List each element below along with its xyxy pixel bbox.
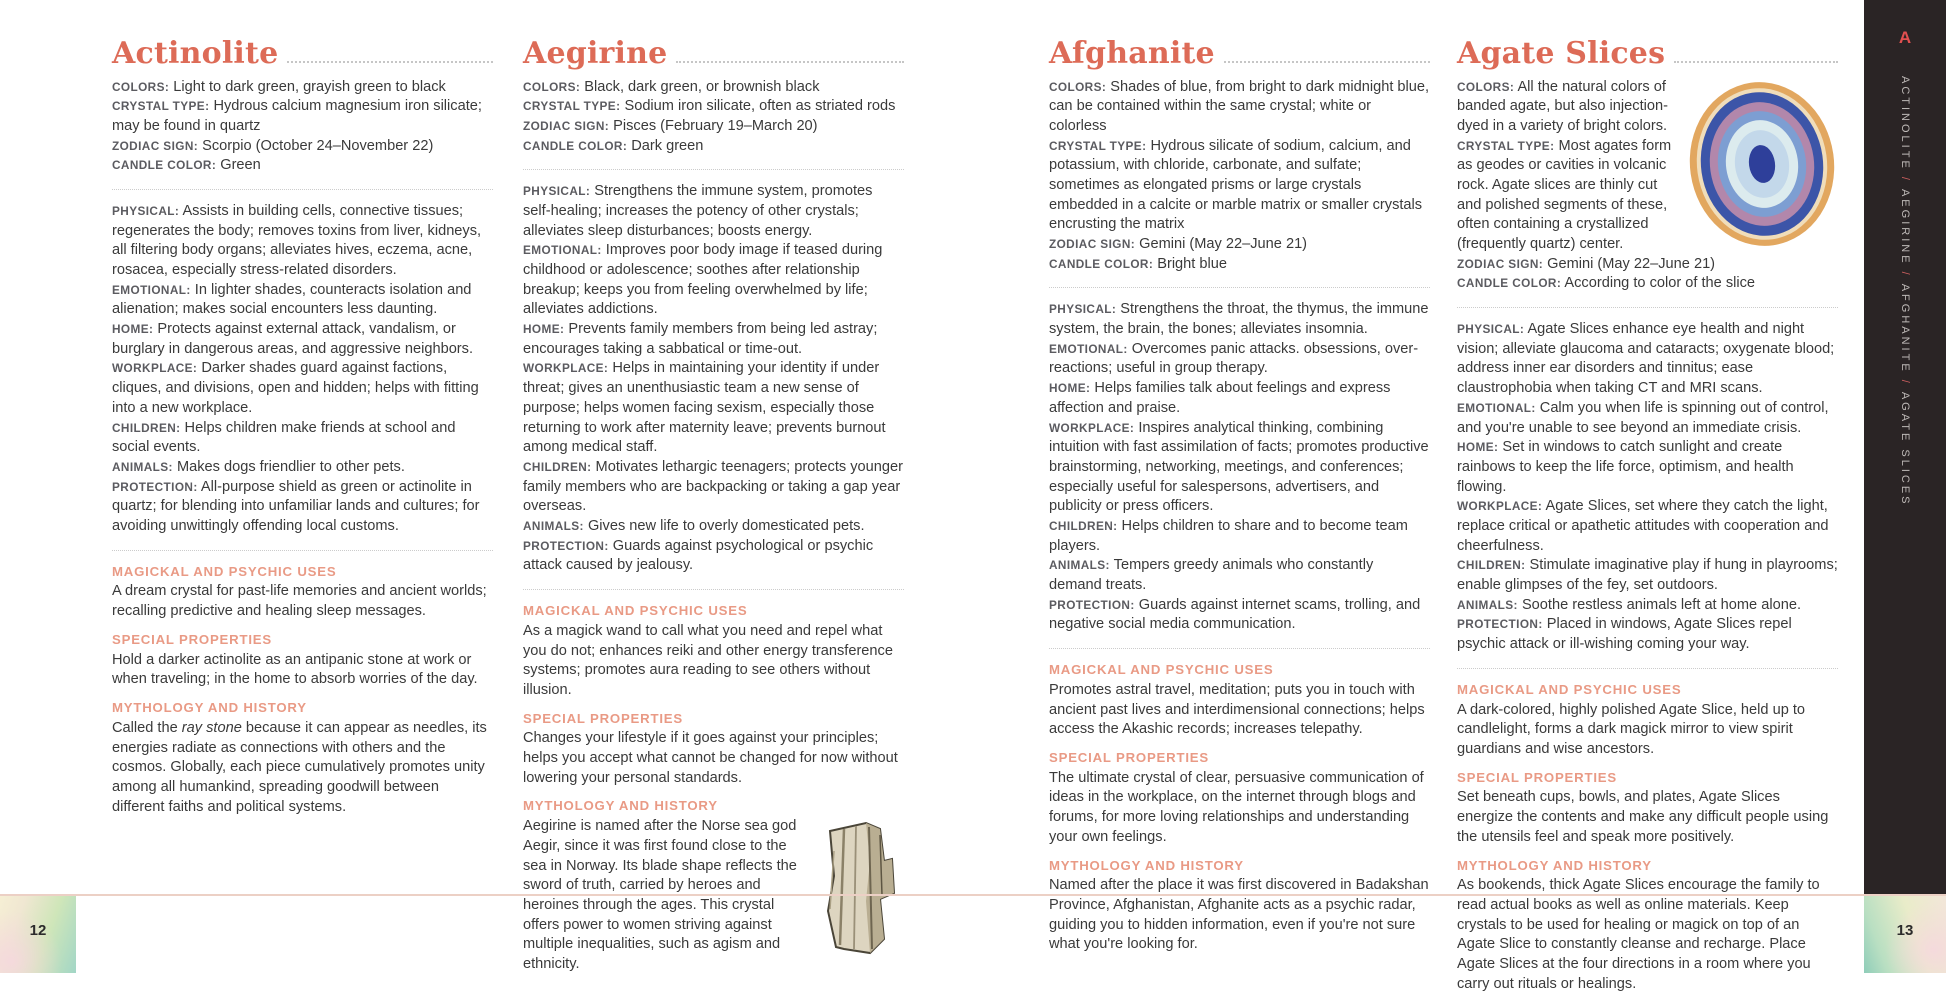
crystal-type-value: Hydrous calcium magnesium iron silicate; may be found in quartz xyxy=(112,98,482,134)
entry-title xyxy=(1457,38,1838,70)
special-heading: SPECIAL PROPERTIES xyxy=(1457,769,1617,785)
alphabet-tab-sidebar xyxy=(1864,0,1946,894)
home-field xyxy=(523,320,904,359)
sidebar-separator: / xyxy=(1899,265,1911,284)
magickal-text: As a magick wand to call what you need and repel what you do not; enhances reiki and other energy transference systems; promotes aura reading to see others without illusion. xyxy=(523,622,893,698)
section-divider xyxy=(1049,287,1430,288)
section-divider xyxy=(523,589,904,590)
special-heading: SPECIAL PROPERTIES xyxy=(1049,749,1209,765)
protection-value: Guards against psychological or psychic attack caused by jealousy. xyxy=(523,537,874,574)
left-page-corner xyxy=(0,896,76,973)
magickal-heading: MAGICKAL AND PSYCHIC USES xyxy=(112,563,337,579)
candle-color-label: CANDLE COLOR: xyxy=(523,138,628,153)
title-dotted-rule xyxy=(1674,61,1838,63)
home-value: Set in windows to catch sunlight and create rainbows to keep the life force, optimism, and health flowing. xyxy=(1457,439,1794,495)
zodiac-sign-field xyxy=(523,117,904,137)
colors-field xyxy=(1049,78,1430,137)
title-dotted-rule xyxy=(287,61,493,63)
aegirine-crystal-illustration xyxy=(814,821,904,957)
sidebar-separator: / xyxy=(1899,373,1911,392)
physical-value: Strengthens the immune system, promotes self-healing; increases the potency of other crystals; alleviates sleep disturbances; boosts energy. xyxy=(523,183,873,239)
children-label: CHILDREN: xyxy=(112,420,181,435)
protection-value: Guards against internet scams, trolling, and negative social media communication. xyxy=(1049,596,1421,633)
right-page-corner xyxy=(1864,896,1946,973)
colors-field xyxy=(112,78,493,98)
zodiac-sign-value: Pisces (February 19–March 20) xyxy=(613,117,818,134)
crystal-type-value: Most agates form as geodes or cavities in volcanic rock. Agate slices are thinly cut and polished segments of these, often containing a crystallized (frequently quartz) center. xyxy=(1457,137,1672,252)
zodiac-sign-label: ZODIAC SIGN: xyxy=(1049,237,1136,251)
entry-title xyxy=(112,38,493,70)
animals-field xyxy=(1049,556,1430,595)
zodiac-sign-field xyxy=(1049,235,1430,255)
emotional-field xyxy=(112,281,493,320)
zodiac-sign-label: ZODIAC SIGN: xyxy=(1457,256,1544,271)
mythology-text: As bookends, thick Agate Slices encourage the family to read actual books as well as online materials. Keep crystals to be used for healing or magick on top of an Agate Slice to constantly cleanse and recharge. Place Agate Slices at the four directions in a room where you carry out rituals or healings. xyxy=(1457,877,1820,992)
children-value: Stimulate imaginative play if hung in playrooms; enable glimpses of the fey, set outdoors. xyxy=(1457,557,1838,593)
children-field xyxy=(112,419,493,458)
animals-field xyxy=(112,458,493,478)
entry-title-text: Agate Slices xyxy=(1457,36,1666,71)
workplace-value: Inspires analytical thinking, combining intuition with fast assimilation of facts; promotes productive brainstorming, networking, meetings, and conferences; especially useful for salespersons, advertisers, and publicity or press officers. xyxy=(1049,419,1429,515)
protection-field xyxy=(1457,615,1838,654)
section-divider xyxy=(1457,307,1838,308)
workplace-field xyxy=(523,359,904,457)
crystal-type-value: Hydrous silicate of sodium, calcium, and potassium, with chloride, carbonate, and sulfate; sometimes as elongated prisms or large crystals embedded in a calcite or marble matrix or smaller crystals encrusting the matrix xyxy=(1049,137,1423,233)
workplace-field xyxy=(1457,497,1838,556)
mythology-text: Aegirine is named after the Norse sea god Aegir, since it was first found close to the sea in Norway. Its blade shape reflects the sword of truth, carried by heroes and heroines through the ages. This crystal offers power to women striving against multiple inequalities, such as agism and ethnicity. xyxy=(523,818,797,973)
physical-field xyxy=(1049,300,1430,339)
crystal-type-field xyxy=(1049,137,1430,235)
protection-label: PROTECTION: xyxy=(1049,597,1135,612)
properties-block xyxy=(112,202,493,537)
home-label: HOME: xyxy=(112,322,154,337)
zodiac-sign-label: ZODIAC SIGN: xyxy=(523,118,610,133)
emotional-field xyxy=(1049,340,1430,379)
emotional-value: Overcomes panic attacks. obsessions, over-reactions; useful in group therapy. xyxy=(1049,340,1419,377)
mythology-text xyxy=(112,719,493,817)
section-divider xyxy=(523,169,904,170)
special-heading: SPECIAL PROPERTIES xyxy=(112,631,272,647)
right-page-number: 13 xyxy=(1896,922,1914,939)
magickal-heading: MAGICKAL AND PSYCHIC USES xyxy=(1049,662,1274,678)
zodiac-sign-value: Scorpio (October 24–November 22) xyxy=(202,137,434,154)
colors-value: All the natural colors of banded agate, but also injection-dyed in a variety of bright colors. xyxy=(1457,78,1668,134)
emotional-value: In lighter shades, counteracts isolation and alienation; makes social encounters less daunting. xyxy=(112,281,472,318)
children-value: Helps children to share and to become team players. xyxy=(1049,517,1408,554)
protection-value: All-purpose shield as green or actinolite in quartz; for blending into unfamiliar lands and cultures; for avoiding unwittingly offending local customs. xyxy=(112,478,480,534)
candle-color-value: Bright blue xyxy=(1157,255,1227,272)
colors-label: COLORS: xyxy=(1457,79,1515,94)
footer-rule xyxy=(0,894,1946,896)
title-dotted-rule xyxy=(1224,61,1430,63)
protection-label: PROTECTION: xyxy=(1457,617,1543,632)
mythology-text-italic: ray stone xyxy=(181,719,242,736)
sidebar-item-afghanite: AFGHANITE xyxy=(1899,283,1911,374)
physical-field xyxy=(1457,320,1838,399)
workplace-label: WORKPLACE: xyxy=(523,361,609,376)
entry-title-text: Aegirine xyxy=(523,36,668,71)
emotional-field xyxy=(523,241,904,320)
mythology-heading: MYTHOLOGY AND HISTORY xyxy=(1457,857,1652,873)
sidebar-item-agate-slices: AGATE SLICES xyxy=(1899,391,1911,507)
colors-value: Shades of blue, from bright to dark midnight blue, can be contained within the same crystal; white or colorless xyxy=(1049,78,1430,134)
zodiac-sign-label: ZODIAC SIGN: xyxy=(112,138,199,153)
entry-actinolite xyxy=(112,38,493,817)
alphabet-letter: A xyxy=(1898,28,1912,47)
animals-label: ANIMALS: xyxy=(112,459,173,474)
protection-label: PROTECTION: xyxy=(112,479,198,494)
crystal-type-label: CRYSTAL TYPE: xyxy=(112,99,210,114)
physical-field xyxy=(523,182,904,241)
zodiac-sign-value: Gemini (May 22–June 21) xyxy=(1547,255,1716,272)
workplace-value: Helps in maintaining your identity if under threat; gives an unenthusiastic team a new sense of purpose; helps women facing sexism, especially those returning to work after maternity leave; prevents burnout among medical staff. xyxy=(523,360,886,456)
home-label: HOME: xyxy=(1049,381,1091,396)
animals-field xyxy=(1457,596,1838,616)
sidebar-entry-index xyxy=(1899,76,1911,507)
home-field xyxy=(1049,379,1430,418)
sidebar-item-actinolite: ACTINOLITE xyxy=(1899,76,1911,171)
entry-title xyxy=(523,38,904,70)
special-text: Set beneath cups, bowls, and plates, Agate Slices energize the contents and make any difficult people using the utensils feel and speak more positively. xyxy=(1457,789,1829,845)
section-divider xyxy=(112,189,493,190)
properties-block xyxy=(1049,300,1430,635)
workplace-label: WORKPLACE: xyxy=(112,361,198,376)
crystal-type-value: Sodium iron silicate, often as striated rods xyxy=(624,98,896,115)
candle-color-label: CANDLE COLOR: xyxy=(1457,276,1562,291)
physical-label: PHYSICAL: xyxy=(523,184,591,199)
mythology-heading: MYTHOLOGY AND HISTORY xyxy=(1049,857,1244,873)
crystal-type-label: CRYSTAL TYPE: xyxy=(1049,138,1147,153)
attributes-block xyxy=(1049,78,1430,275)
home-label: HOME: xyxy=(523,322,565,337)
protection-field xyxy=(523,537,904,576)
zodiac-sign-field xyxy=(1457,255,1838,275)
entry-afghanite xyxy=(1049,38,1430,955)
mythology-text-pre: Called the xyxy=(112,719,182,736)
animals-value: Makes dogs friendlier to other pets. xyxy=(176,458,405,475)
physical-label: PHYSICAL: xyxy=(1457,322,1525,337)
special-text: The ultimate crystal of clear, persuasive communication of ideas in the workplace, on the internet through blogs and forums, for more loving relationships and understanding your own feelings. xyxy=(1049,769,1424,845)
physical-label: PHYSICAL: xyxy=(112,203,180,218)
colors-value: Light to dark green, grayish green to black xyxy=(173,78,446,95)
protection-label: PROTECTION: xyxy=(523,538,609,553)
emotional-label: EMOTIONAL: xyxy=(1049,341,1128,356)
children-field xyxy=(1049,517,1430,556)
attributes-block xyxy=(112,78,493,176)
attributes-block xyxy=(1457,78,1838,295)
children-value: Motivates lethargic teenagers; protects younger family members who are backpacking or taking a gap year overseas. xyxy=(523,458,903,515)
mythology-text: Named after the place it was first discovered in Badakshan Province, Afghanistan, Afghanite acts as a psychic radar, guiding you to hidden information, even if you're not sure what you're looking for. xyxy=(1049,877,1429,953)
magickal-text: A dream crystal for past-life memories and ancient worlds; recalling predictive and healing sleep messages. xyxy=(112,583,487,620)
section-divider xyxy=(1049,648,1430,649)
home-field xyxy=(112,320,493,359)
emotional-label: EMOTIONAL: xyxy=(523,243,602,258)
children-label: CHILDREN: xyxy=(523,459,592,474)
physical-value: Assists in building cells, connective tissues; regenerates the body; removes toxins from liver, kidneys, all filtering body organs; alleviates hives, eczema, acne, rosacea, especially stress-related disorders. xyxy=(112,202,482,278)
home-label: HOME: xyxy=(1457,440,1499,455)
mythology-heading: MYTHOLOGY AND HISTORY xyxy=(523,798,718,814)
mythology-heading: MYTHOLOGY AND HISTORY xyxy=(112,700,307,715)
colors-field xyxy=(523,78,904,98)
protection-value: Placed in windows, Agate Slices repel psychic attack or ill-wishing coming your way. xyxy=(1457,616,1792,653)
candle-color-label: CANDLE COLOR: xyxy=(1049,256,1154,271)
agate-slice-illustration xyxy=(1686,80,1838,248)
entry-agate-slices xyxy=(1457,38,1838,994)
protection-field xyxy=(112,478,493,537)
properties-block xyxy=(523,182,904,576)
magickal-heading: MAGICKAL AND PSYCHIC USES xyxy=(523,603,748,618)
children-field xyxy=(1457,556,1838,595)
candle-color-field xyxy=(112,156,493,176)
candle-color-value: Dark green xyxy=(631,137,704,154)
crystal-type-field xyxy=(523,97,904,117)
physical-value: Agate Slices enhance eye health and night vision; alleviate glaucoma and cataracts; oxygenate blood; address inner ear disorders and tinnitus; ease claustrophobia when taking CT and MRI scans. xyxy=(1457,321,1835,397)
physical-label: PHYSICAL: xyxy=(1049,302,1117,317)
candle-color-field xyxy=(1049,255,1430,275)
home-value: Helps families talk about feelings and express affection and praise. xyxy=(1049,380,1391,416)
title-dotted-rule xyxy=(676,61,904,63)
magickal-heading: MAGICKAL AND PSYCHIC USES xyxy=(1457,681,1682,697)
animals-label: ANIMALS: xyxy=(1457,597,1518,612)
workplace-field xyxy=(1049,419,1430,517)
emotional-value: Calm you when life is spinning out of control, and you're unable to see beyond an immediate crisis. xyxy=(1457,399,1829,436)
magickal-text: A dark-colored, highly polished Agate Slice, held up to candlelight, forms a dark magick mirror to view spirit guardians and wise ancestors. xyxy=(1457,701,1806,757)
magickal-text: Promotes astral travel, meditation; puts you in touch with ancient past lives and interdimensional connections; helps access the Akashic records; increases telepathy. xyxy=(1049,681,1425,738)
workplace-field xyxy=(112,359,493,418)
entry-title-text: Actinolite xyxy=(112,36,279,71)
emotional-label: EMOTIONAL: xyxy=(112,282,191,297)
emotional-value: Improves poor body image if teased during childhood or adolescence; soothes after relationship breakup; keeps you from feeling overwhelmed by life; alleviates addictions. xyxy=(523,242,883,318)
properties-block xyxy=(1457,320,1838,655)
sidebar-item-aegirine: AEGIRINE xyxy=(1899,188,1911,266)
physical-value: Strengthens the throat, the thymus, the immune system, the brain, the bones; alleviates insomnia. xyxy=(1049,301,1429,338)
colors-value: Black, dark green, or brownish black xyxy=(584,78,820,95)
candle-color-value: According to color of the slice xyxy=(1564,275,1756,292)
crystal-type-field xyxy=(112,97,493,136)
special-text: Hold a darker actinolite as an antipanic stone at work or when traveling; in the home to absorb worries of the day. xyxy=(112,651,478,688)
home-field xyxy=(1457,438,1838,497)
workplace-label: WORKPLACE: xyxy=(1457,499,1543,514)
candle-color-field xyxy=(1457,274,1838,294)
animals-value: Soothe restless animals left at home alone. xyxy=(1521,596,1801,613)
animals-label: ANIMALS: xyxy=(523,518,584,533)
physical-field xyxy=(112,202,493,281)
home-value: Prevents family members from being led astray; encourages taking a sabbatical or time-out. xyxy=(523,321,878,357)
workplace-label: WORKPLACE: xyxy=(1049,420,1135,435)
mythology-text-post: because it can appear as needles, its energies radiate as connections with others and the cosmos. Globally, each piece cumulatively promotes unity among all humankind, spreading goodwill between different faiths and political systems. xyxy=(112,719,487,815)
left-page-number: 12 xyxy=(29,922,47,939)
attributes-block xyxy=(523,78,904,157)
children-field xyxy=(523,458,904,517)
home-value: Protects against external attack, vandalism, or burglary in dangerous areas, and aggressive neighbors. xyxy=(112,321,474,357)
emotional-label: EMOTIONAL: xyxy=(1457,400,1536,415)
animals-value: Gives new life to overly domesticated pets. xyxy=(587,517,865,534)
workplace-value: Agate Slices, set where they catch the light, replace critical or apathetic attitudes with cooperation and cheerfulness. xyxy=(1457,498,1829,554)
entry-title-text: Afghanite xyxy=(1049,36,1215,71)
section-divider xyxy=(112,550,493,551)
special-heading: SPECIAL PROPERTIES xyxy=(523,710,683,726)
protection-field xyxy=(1049,596,1430,635)
animals-field xyxy=(523,517,904,537)
candle-color-label: CANDLE COLOR: xyxy=(112,158,217,173)
colors-label: COLORS: xyxy=(1049,79,1107,94)
zodiac-sign-value: Gemini (May 22–June 21) xyxy=(1139,236,1308,252)
colors-label: COLORS: xyxy=(523,79,581,94)
emotional-field xyxy=(1457,399,1838,438)
animals-value: Tempers greedy animals who constantly demand treats. xyxy=(1049,557,1374,593)
sidebar-separator: / xyxy=(1899,170,1911,189)
entry-title xyxy=(1049,38,1430,70)
candle-color-value: Green xyxy=(220,157,261,174)
children-value: Helps children make friends at school and social events. xyxy=(112,419,456,456)
children-label: CHILDREN: xyxy=(1457,558,1526,573)
animals-label: ANIMALS: xyxy=(1049,558,1110,573)
children-label: CHILDREN: xyxy=(1049,518,1118,533)
workplace-value: Darker shades guard against factions, cliques, and divisions, open and hidden; helps with fitting into a new workplace. xyxy=(112,360,479,416)
section-divider xyxy=(1457,668,1838,669)
crystal-type-label: CRYSTAL TYPE: xyxy=(523,99,621,114)
zodiac-sign-field xyxy=(112,137,493,157)
special-text: Changes your lifestyle if it goes against your principles; helps you accept what cannot be changed for now without lowering your personal standards. xyxy=(523,730,898,786)
entry-aegirine xyxy=(523,38,904,975)
colors-label: COLORS: xyxy=(112,79,170,94)
candle-color-field xyxy=(523,137,904,157)
crystal-type-label: CRYSTAL TYPE: xyxy=(1457,138,1555,153)
